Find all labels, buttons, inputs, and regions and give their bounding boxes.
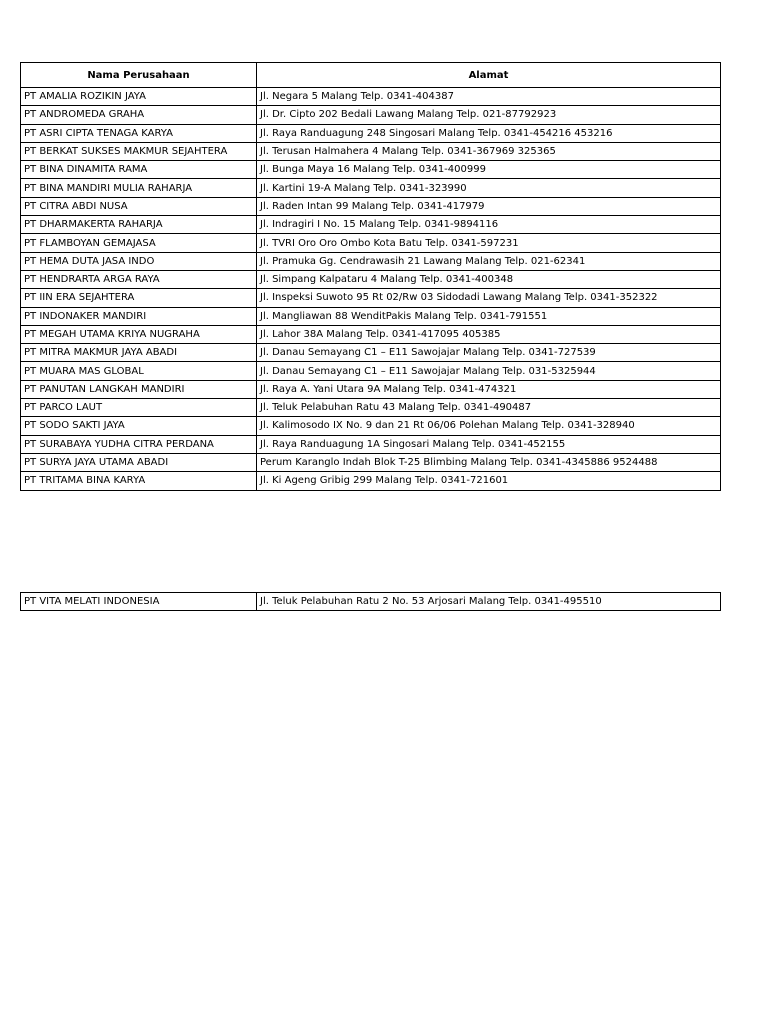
company-name-cell: PT INDONAKER MANDIRI xyxy=(21,307,257,325)
address-cell: Jl. Raya Randuagung 248 Singosari Malang Telp. 0341-454216 453216 xyxy=(257,124,721,142)
address-cell: Jl. Ki Ageng Gribig 299 Malang Telp. 0341-721601 xyxy=(257,472,721,490)
address-cell: Jl. Simpang Kalpataru 4 Malang Telp. 0341-400348 xyxy=(257,270,721,288)
company-name-cell: PT TRITAMA BINA KARYA xyxy=(21,472,257,490)
table-row xyxy=(21,88,721,106)
table-row xyxy=(21,435,721,453)
company-name-cell: PT HEMA DUTA JASA INDO xyxy=(21,252,257,270)
table-row xyxy=(21,216,721,234)
company-name-cell: PT VITA MELATI INDONESIA xyxy=(21,593,257,611)
company-name-cell: PT ANDROMEDA GRAHA xyxy=(21,106,257,124)
address-cell: Jl. Raden Intan 99 Malang Telp. 0341-417979 xyxy=(257,197,721,215)
address-cell: Jl. Danau Semayang C1 – E11 Sawojajar Malang Telp. 031-5325944 xyxy=(257,362,721,380)
address-cell: Jl. Inspeksi Suwoto 95 Rt 02/Rw 03 Sidodadi Lawang Malang Telp. 0341-352322 xyxy=(257,289,721,307)
table-row xyxy=(21,417,721,435)
address-cell: Perum Karanglo Indah Blok T-25 Blimbing Malang Telp. 0341-4345886 9524488 xyxy=(257,453,721,471)
address-cell: Jl. Dr. Cipto 202 Bedali Lawang Malang Telp. 021-87792923 xyxy=(257,106,721,124)
table-row xyxy=(21,362,721,380)
company-name-cell: PT PARCO LAUT xyxy=(21,399,257,417)
company-name-cell: PT SURABAYA YUDHA CITRA PERDANA xyxy=(21,435,257,453)
company-name-cell: PT SURYA JAYA UTAMA ABADI xyxy=(21,453,257,471)
company-name-cell: PT AMALIA ROZIKIN JAYA xyxy=(21,88,257,106)
address-cell: Jl. Raya Randuagung 1A Singosari Malang Telp. 0341-452155 xyxy=(257,435,721,453)
table-row xyxy=(21,234,721,252)
table-row xyxy=(21,289,721,307)
address-cell: Jl. Kalimosodo IX No. 9 dan 21 Rt 06/06 Polehan Malang Telp. 0341-328940 xyxy=(257,417,721,435)
company-address-table xyxy=(20,62,721,491)
company-name-cell: PT CITRA ABDI NUSA xyxy=(21,197,257,215)
company-name-cell: PT BINA MANDIRI MULIA RAHARJA xyxy=(21,179,257,197)
header-address: Alamat xyxy=(257,63,721,88)
company-name-cell: PT MITRA MAKMUR JAYA ABADI xyxy=(21,344,257,362)
address-cell: Jl. Mangliawan 88 WenditPakis Malang Telp. 0341-791551 xyxy=(257,307,721,325)
address-cell: Jl. Kartini 19-A Malang Telp. 0341-323990 xyxy=(257,179,721,197)
address-cell: Jl. Pramuka Gg. Cendrawasih 21 Lawang Malang Telp. 021-62341 xyxy=(257,252,721,270)
table-row xyxy=(21,344,721,362)
table-row xyxy=(21,472,721,490)
company-name-cell: PT BINA DINAMITA RAMA xyxy=(21,161,257,179)
company-name-cell: PT SODO SAKTI JAYA xyxy=(21,417,257,435)
table-row xyxy=(21,179,721,197)
company-name-cell: PT MUARA MAS GLOBAL xyxy=(21,362,257,380)
address-cell: Jl. Raya A. Yani Utara 9A Malang Telp. 0341-474321 xyxy=(257,380,721,398)
table-row xyxy=(21,325,721,343)
company-name-cell: PT HENDRARTA ARGA RAYA xyxy=(21,270,257,288)
company-name-cell: PT BERKAT SUKSES MAKMUR SEJAHTERA xyxy=(21,142,257,160)
company-name-cell: PT PANUTAN LANGKAH MANDIRI xyxy=(21,380,257,398)
company-name-cell: PT ASRI CIPTA TENAGA KARYA xyxy=(21,124,257,142)
table-row xyxy=(21,142,721,160)
address-cell: Jl. Bunga Maya 16 Malang Telp. 0341-400999 xyxy=(257,161,721,179)
table-row xyxy=(21,124,721,142)
header-row xyxy=(21,63,721,88)
header-company-name: Nama Perusahaan xyxy=(21,63,257,88)
address-cell: Jl. Negara 5 Malang Telp. 0341-404387 xyxy=(257,88,721,106)
address-cell: Jl. Indragiri I No. 15 Malang Telp. 0341-9894116 xyxy=(257,216,721,234)
table-row xyxy=(21,380,721,398)
company-name-cell: PT DHARMAKERTA RAHARJA xyxy=(21,216,257,234)
table-row xyxy=(21,270,721,288)
table-row xyxy=(21,593,721,611)
table-row xyxy=(21,106,721,124)
table-row xyxy=(21,453,721,471)
table-row xyxy=(21,252,721,270)
address-cell: Jl. Danau Semayang C1 – E11 Sawojajar Malang Telp. 0341-727539 xyxy=(257,344,721,362)
address-cell: Jl. Terusan Halmahera 4 Malang Telp. 0341-367969 325365 xyxy=(257,142,721,160)
company-name-cell: PT MEGAH UTAMA KRIYA NUGRAHA xyxy=(21,325,257,343)
table-row xyxy=(21,197,721,215)
address-cell: Jl. TVRI Oro Oro Ombo Kota Batu Telp. 0341-597231 xyxy=(257,234,721,252)
company-name-cell: PT IIN ERA SEJAHTERA xyxy=(21,289,257,307)
address-cell: Jl. Teluk Pelabuhan Ratu 2 No. 53 Arjosari Malang Telp. 0341-495510 xyxy=(257,593,721,611)
company-name-cell: PT FLAMBOYAN GEMAJASA xyxy=(21,234,257,252)
table-row xyxy=(21,399,721,417)
address-cell: Jl. Lahor 38A Malang Telp. 0341-417095 405385 xyxy=(257,325,721,343)
extra-company-table xyxy=(20,592,721,611)
address-cell: Jl. Teluk Pelabuhan Ratu 43 Malang Telp. 0341-490487 xyxy=(257,399,721,417)
table-row xyxy=(21,307,721,325)
table-row xyxy=(21,161,721,179)
